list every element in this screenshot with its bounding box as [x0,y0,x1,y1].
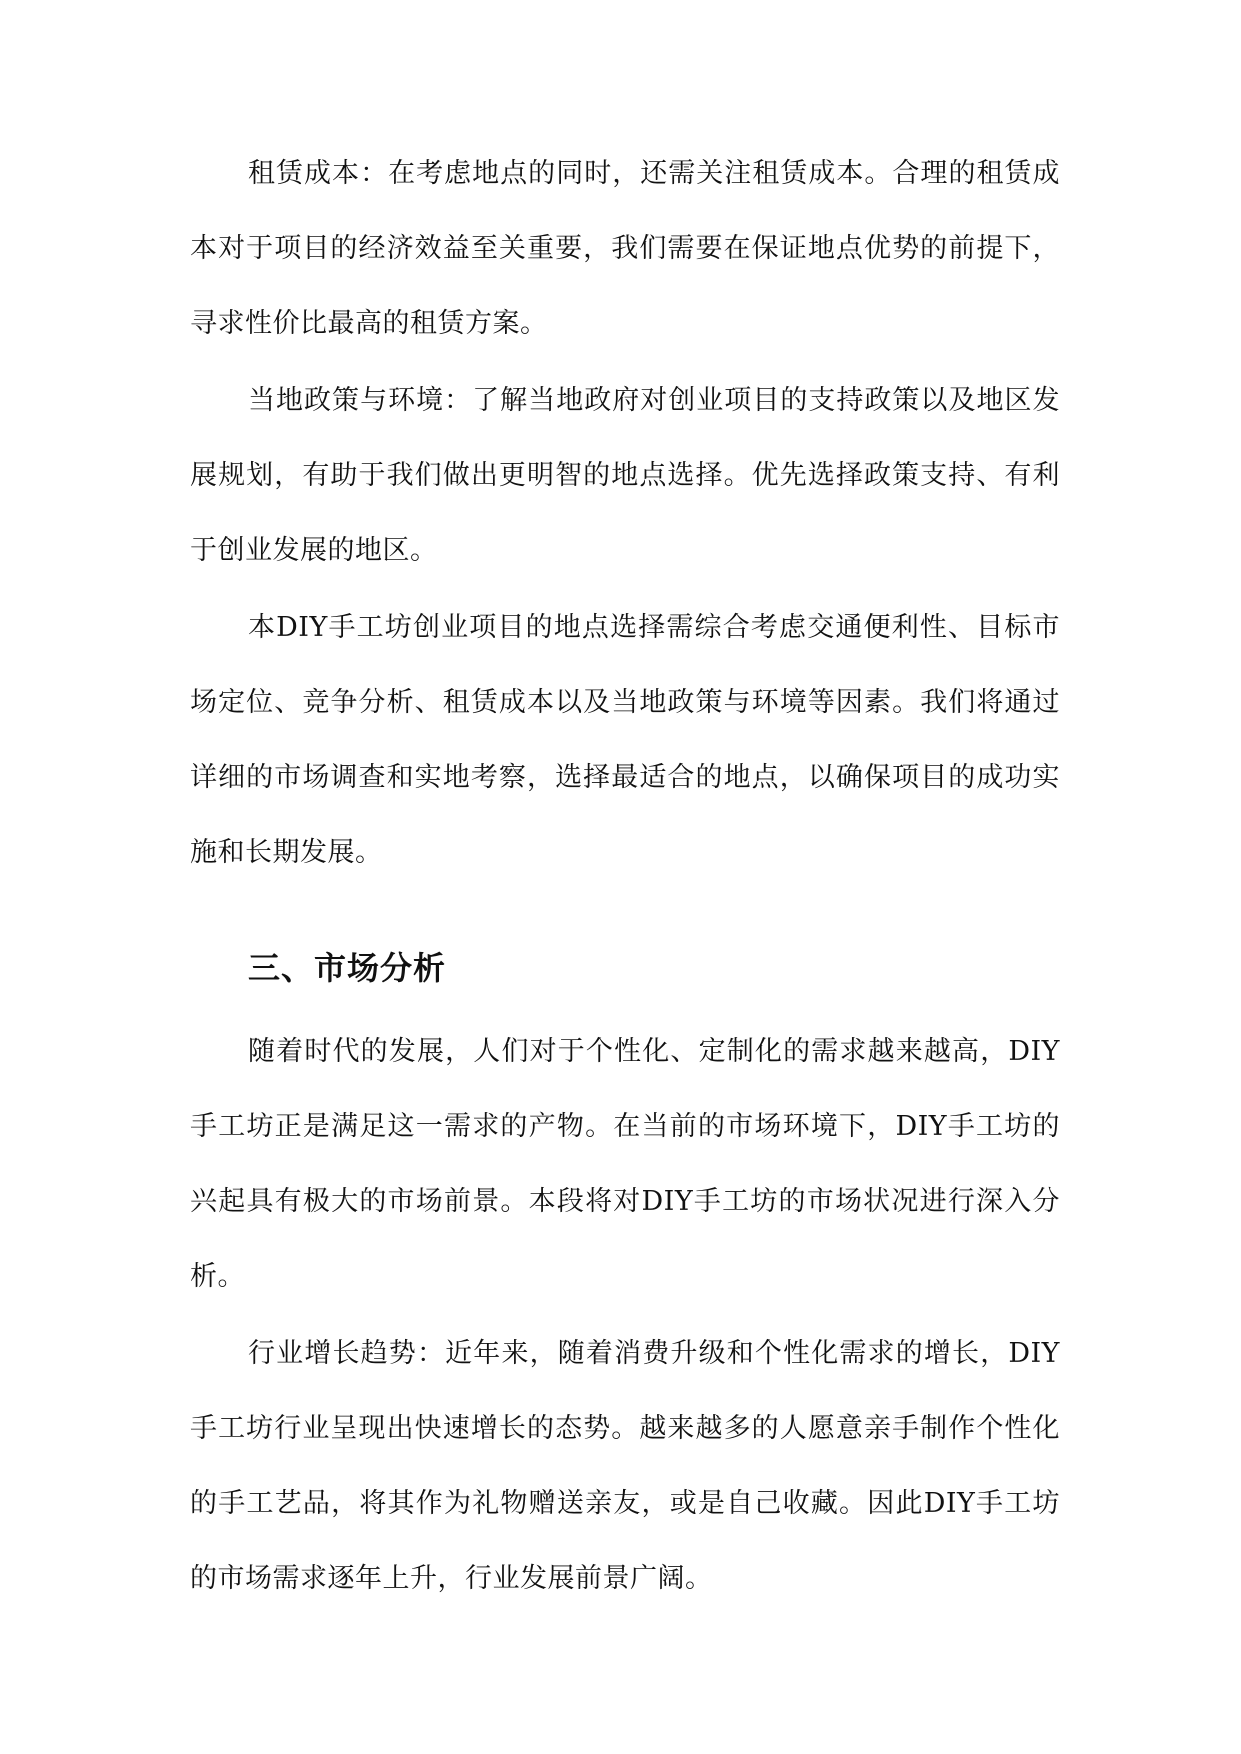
paragraph-industry-growth: 行业增长趋势：近年来，随着消费升级和个性化需求的增长，DIY手工坊行业呈现出快速增长的态势。越来越多的人愿意亲手制作个性化的手工艺品，将其作为礼物赠送亲友，或是自己收藏。因此DIY手工坊的市场需求逐年上升，行业发展前景广阔。 [190,1338,1060,1594]
paragraph-location-summary: 本DIY手工坊创业项目的地点选择需综合考虑交通便利性、目标市场定位、竞争分析、租赁成本以及当地政策与环境等因素。我们将通过详细的市场调查和实地考察，选择最适合的地点，以确保项目的成功实施和长期发展。 [190,612,1060,868]
paragraph-local-policy: 当地政策与环境：了解当地政府对创业项目的支持政策以及地区发展规划，有助于我们做出更明智的地点选择。优先选择政策支持、有利于创业发展的地区。 [190,385,1060,566]
section-heading-market-analysis: 三、市场分析 [248,949,447,987]
paragraph-rental-cost: 租赁成本：在考虑地点的同时，还需关注租赁成本。合理的租赁成本对于项目的经济效益至关重要，我们需要在保证地点优势的前提下，寻求性价比最高的租赁方案。 [190,158,1060,339]
document-body [190,136,1060,1616]
paragraph-market-intro: 随着时代的发展，人们对于个性化、定制化的需求越来越高，DIY手工坊正是满足这一需求的产物。在当前的市场环境下，DIY手工坊的兴起具有极大的市场前景。本段将对DIY手工坊的市场状况进行深入分析。 [190,1036,1060,1292]
